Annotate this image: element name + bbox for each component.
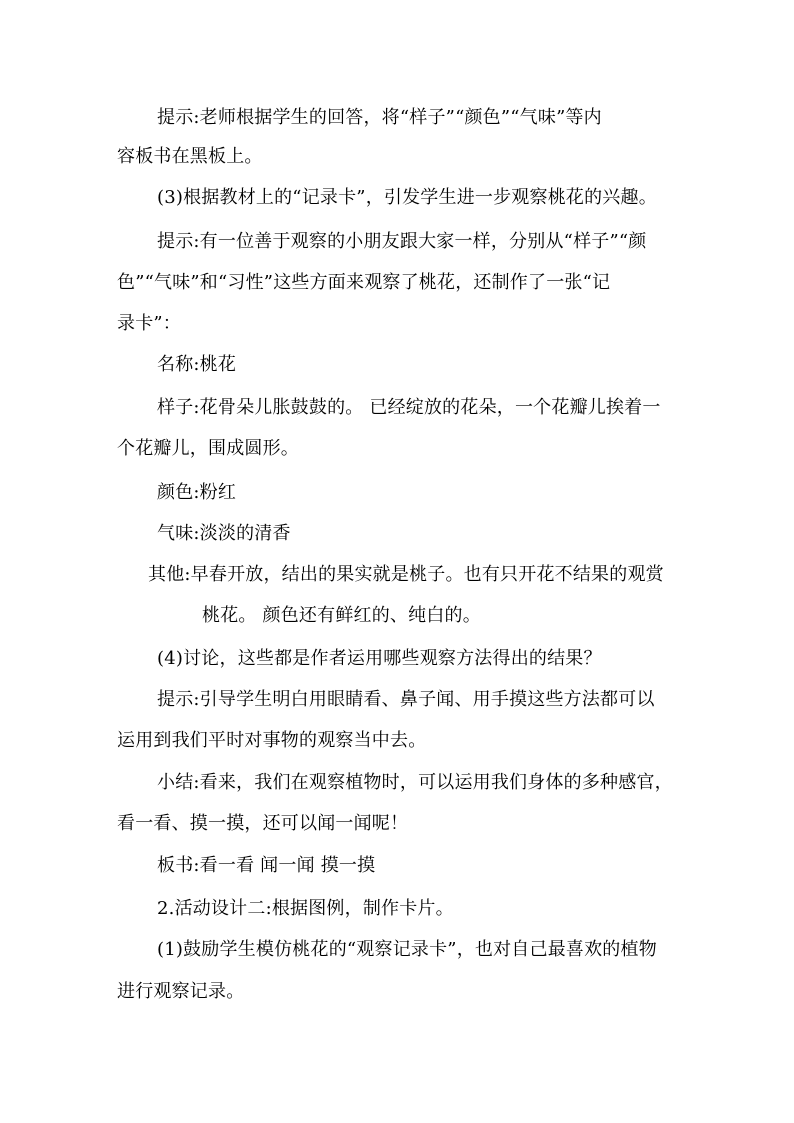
blackboard-writing: 板书:看一看 闻一闻 摸一摸: [157, 855, 376, 876]
record-other-line-1: 其他:早春开放，结出的果实就是桃子。也有只开花不结果的观赏: [148, 564, 664, 585]
record-smell: 气味:淡淡的清香: [157, 523, 291, 544]
hint-paragraph-2-line-2: 色”“气味”和“习性”这些方面来观察了桃花，还制作了一张“记: [117, 272, 611, 293]
summary-line-2: 看一看、摸一摸，还可以闻一闻呢！: [117, 813, 409, 834]
hint-paragraph-3-line-2: 运用到我们平时对事物的观察当中去。: [117, 730, 427, 751]
activity-2-heading: 2.活动设计二:根据图例，制作卡片。: [157, 898, 454, 919]
activity-2-step-1-line-2: 进行观察记录。: [117, 981, 245, 1002]
hint-paragraph-3-line-1: 提示:引导学生明白用眼睛看、鼻子闻、用手摸这些方法都可以: [157, 689, 655, 710]
hint-paragraph-1-line-1: 提示:老师根据学生的回答，将“样子”“颜色”“气味”等内: [157, 107, 602, 128]
hint-paragraph-2-line-1: 提示:有一位善于观察的小朋友跟大家一样，分别从“样子”“颜: [157, 231, 647, 252]
record-name: 名称:桃花: [157, 354, 237, 375]
record-color: 颜色:粉红: [157, 482, 237, 503]
step-4-text: (4)讨论，这些都是作者运用哪些观察方法得出的结果？: [157, 648, 602, 669]
hint-paragraph-1-line-2: 容板书在黑板上。: [117, 146, 263, 167]
record-appearance-line-1: 样子:花骨朵儿胀鼓鼓的。 已经绽放的花朵，一个花瓣儿挨着一: [157, 397, 661, 418]
hint-paragraph-2-line-3: 录卡”：: [117, 313, 182, 334]
activity-2-step-1-line-1: (1)鼓励学生模仿桃花的“观察记录卡”，也对自己最喜欢的植物: [157, 939, 657, 960]
step-3-text: (3)根据教材上的“记录卡”，引发学生进一步观察桃花的兴趣。: [157, 187, 657, 208]
record-appearance-line-2: 个花瓣儿，围成圆形。: [117, 438, 299, 459]
record-other-line-2: 桃花。 颜色还有鲜红的、纯白的。: [202, 605, 481, 626]
summary-line-1: 小结:看来，我们在观察植物时，可以运用我们身体的多种感官，: [157, 772, 673, 793]
